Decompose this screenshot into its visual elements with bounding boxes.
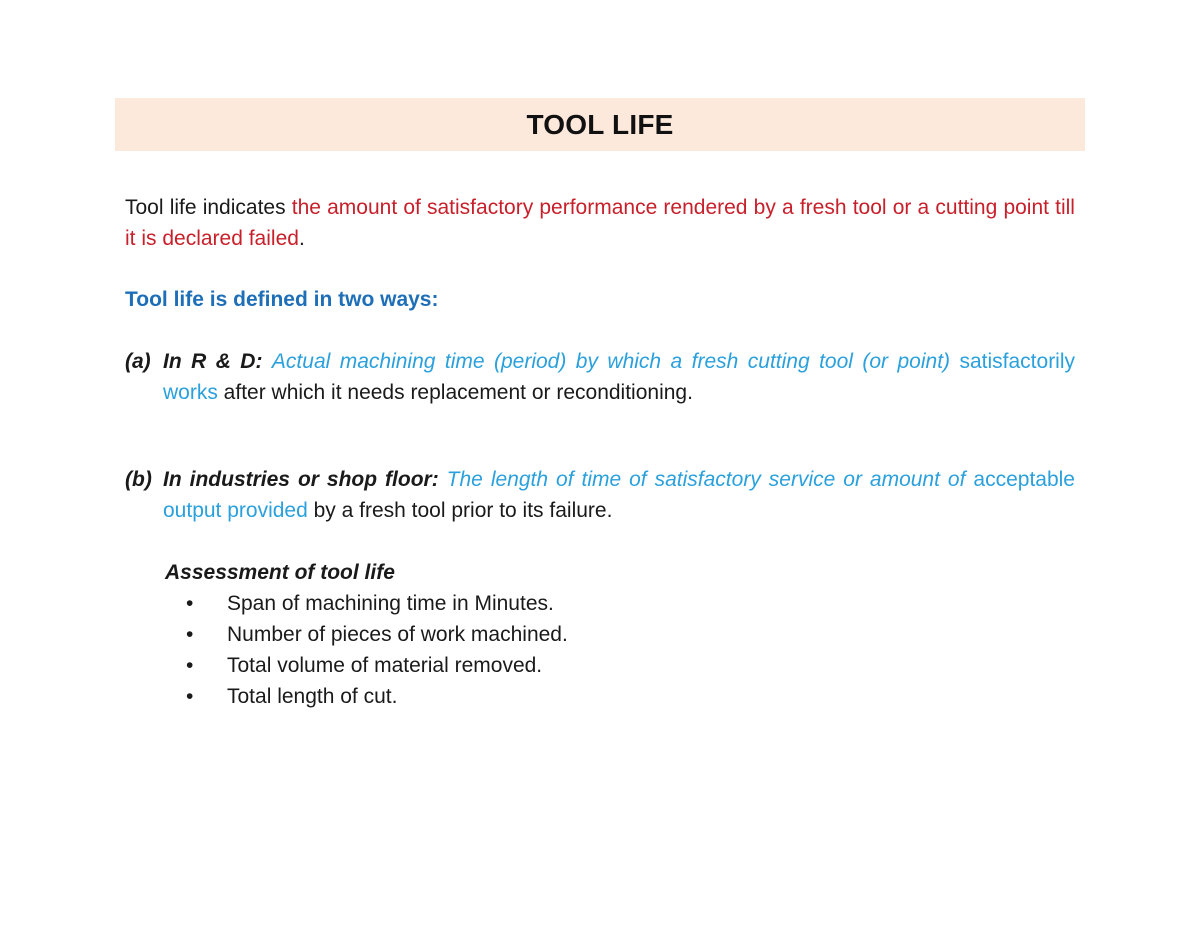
page-title: TOOL LIFE <box>526 108 674 140</box>
assessment-list <box>165 588 1075 712</box>
bullet-icon: • <box>186 685 194 708</box>
item-highlight: acceptable output provided <box>163 468 1075 522</box>
item-lead: In R & D: <box>163 350 263 373</box>
document-body <box>125 192 1075 712</box>
assessment-section <box>165 557 1075 712</box>
item-body <box>163 346 1075 408</box>
item-marker: (b) <box>125 468 152 491</box>
assessment-title: Assessment of tool life <box>165 561 395 584</box>
item-rest: after which it needs replacement or reconditioning. <box>217 381 693 404</box>
list-item-text: Number of pieces of work machined. <box>227 623 568 646</box>
intro-paragraph <box>125 192 1075 254</box>
defined-heading: Tool life is defined in two ways: <box>125 288 439 311</box>
bullet-icon: • <box>186 654 194 677</box>
title-banner <box>115 98 1085 151</box>
definition-item-b <box>125 464 1075 526</box>
intro-lead: Tool life indicates <box>125 196 292 219</box>
item-marker: (a) <box>125 350 151 373</box>
intro-end: . <box>298 227 305 250</box>
item-lead: In industries or shop floor: <box>163 468 439 491</box>
item-italic-highlight: Actual machining time (period) by which a fresh cutting tool (or point) <box>271 350 951 373</box>
list-item <box>165 650 1075 681</box>
bullet-icon: • <box>186 623 194 646</box>
item-italic-highlight: The length of time of satisfactory service or amount of <box>446 468 966 491</box>
definition-item-a <box>125 346 1075 408</box>
list-item-text: Total volume of material removed. <box>227 654 543 677</box>
item-rest: by a fresh tool prior to its failure. <box>307 499 613 522</box>
item-body <box>163 464 1075 526</box>
list-item <box>165 619 1075 650</box>
list-item-text: Span of machining time in Minutes. <box>227 592 554 615</box>
list-item <box>165 588 1075 619</box>
list-item <box>165 681 1075 712</box>
item-highlight: satisfactorily works <box>163 350 1076 404</box>
bullet-icon: • <box>186 592 194 615</box>
intro-highlight: the amount of satisfactory performance rendered by a fresh tool or a cutting point till it is declared failed <box>125 196 1075 250</box>
list-item-text: Total length of cut. <box>227 685 398 708</box>
